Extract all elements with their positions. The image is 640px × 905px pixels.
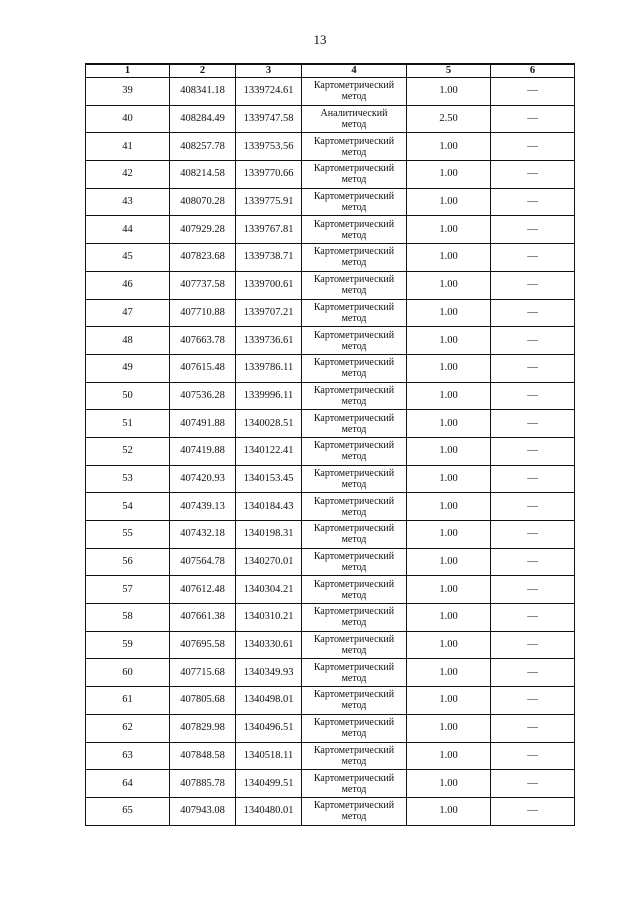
accuracy-cell: 1.00 <box>407 78 491 106</box>
y-coordinate-cell: 1340310.21 <box>236 604 302 632</box>
y-coordinate-cell: 1340153.45 <box>236 465 302 493</box>
x-coordinate-cell: 407663.78 <box>170 327 236 355</box>
method-text-line: Картометрический <box>313 191 395 203</box>
method-cell <box>302 714 407 742</box>
note-cell: — <box>491 631 575 659</box>
table-row <box>86 188 575 216</box>
y-coordinate-cell: 1340518.11 <box>236 742 302 770</box>
table-row <box>86 78 575 106</box>
x-coordinate-cell: 407829.98 <box>170 714 236 742</box>
x-coordinate-cell: 407439.13 <box>170 493 236 521</box>
page-number: 13 <box>313 32 327 47</box>
method-text-line: Картометрический <box>313 357 395 369</box>
point-number-cell: 54 <box>86 493 170 521</box>
method-text-line: метод <box>341 617 367 629</box>
x-coordinate-cell: 407929.28 <box>170 216 236 244</box>
method-cell <box>302 465 407 493</box>
accuracy-cell: 1.00 <box>407 437 491 465</box>
accuracy-cell: 1.00 <box>407 161 491 189</box>
method-cell <box>302 299 407 327</box>
method-text-line: Картометрический <box>313 384 395 396</box>
point-number-cell: 62 <box>86 714 170 742</box>
method-text-line: метод <box>341 146 367 158</box>
method-text-line: метод <box>341 672 367 684</box>
table-header-row <box>86 64 575 78</box>
y-coordinate-cell: 1339996.11 <box>236 382 302 410</box>
accuracy-cell: 1.00 <box>407 465 491 493</box>
y-coordinate-cell: 1340349.93 <box>236 659 302 687</box>
x-coordinate-cell: 407612.48 <box>170 576 236 604</box>
y-coordinate-cell: 1340496.51 <box>236 714 302 742</box>
y-coordinate-cell: 1340480.01 <box>236 797 302 825</box>
point-number-cell: 63 <box>86 742 170 770</box>
y-coordinate-cell: 1340330.61 <box>236 631 302 659</box>
method-text-line: метод <box>341 589 367 601</box>
point-number-cell: 40 <box>86 105 170 133</box>
method-text-line: Картометрический <box>313 578 395 590</box>
method-text-line: Картометрический <box>313 523 395 535</box>
column-header: 5 <box>407 64 491 78</box>
point-number-cell: 52 <box>86 437 170 465</box>
table-body <box>86 78 575 826</box>
method-text-line: Картометрический <box>313 329 395 341</box>
note-cell: — <box>491 465 575 493</box>
note-cell: — <box>491 687 575 715</box>
point-number-cell: 43 <box>86 188 170 216</box>
y-coordinate-cell: 1339767.81 <box>236 216 302 244</box>
table-row <box>86 410 575 438</box>
x-coordinate-cell: 408257.78 <box>170 133 236 161</box>
table-row <box>86 105 575 133</box>
accuracy-cell: 1.00 <box>407 244 491 272</box>
method-cell <box>302 410 407 438</box>
note-cell: — <box>491 299 575 327</box>
method-cell <box>302 161 407 189</box>
accuracy-cell: 1.00 <box>407 659 491 687</box>
x-coordinate-cell: 407536.28 <box>170 382 236 410</box>
x-coordinate-cell: 407661.38 <box>170 604 236 632</box>
y-coordinate-cell: 1339747.58 <box>236 105 302 133</box>
accuracy-cell: 1.00 <box>407 271 491 299</box>
table-row <box>86 299 575 327</box>
point-number-cell: 60 <box>86 659 170 687</box>
method-text-line: метод <box>341 395 367 407</box>
point-number-cell: 61 <box>86 687 170 715</box>
x-coordinate-cell: 407848.58 <box>170 742 236 770</box>
y-coordinate-cell: 1340270.01 <box>236 548 302 576</box>
point-number-cell: 64 <box>86 770 170 798</box>
point-number-cell: 65 <box>86 797 170 825</box>
method-text-line: метод <box>341 368 367 380</box>
accuracy-cell: 1.00 <box>407 299 491 327</box>
method-cell <box>302 271 407 299</box>
y-coordinate-cell: 1339736.61 <box>236 327 302 355</box>
x-coordinate-cell: 407710.88 <box>170 299 236 327</box>
column-header: 4 <box>302 64 407 78</box>
note-cell: — <box>491 437 575 465</box>
x-coordinate-cell: 407823.68 <box>170 244 236 272</box>
method-text-line: Картометрический <box>313 606 395 618</box>
note-cell: — <box>491 576 575 604</box>
method-cell <box>302 548 407 576</box>
note-cell: — <box>491 78 575 106</box>
method-cell <box>302 327 407 355</box>
method-cell <box>302 576 407 604</box>
method-text-line: метод <box>341 285 367 297</box>
x-coordinate-cell: 408070.28 <box>170 188 236 216</box>
point-number-cell: 51 <box>86 410 170 438</box>
note-cell: — <box>491 105 575 133</box>
point-number-cell: 59 <box>86 631 170 659</box>
accuracy-cell: 2.50 <box>407 105 491 133</box>
table-row <box>86 770 575 798</box>
point-number-cell: 50 <box>86 382 170 410</box>
note-cell: — <box>491 133 575 161</box>
point-number-cell: 48 <box>86 327 170 355</box>
x-coordinate-cell: 407805.68 <box>170 687 236 715</box>
coordinates-table <box>85 63 575 826</box>
method-text-line: метод <box>341 783 367 795</box>
method-text-line: метод <box>341 91 367 103</box>
table-row <box>86 604 575 632</box>
table-row <box>86 714 575 742</box>
y-coordinate-cell: 1340304.21 <box>236 576 302 604</box>
method-text-line: метод <box>341 506 367 518</box>
accuracy-cell: 1.00 <box>407 797 491 825</box>
y-coordinate-cell: 1339700.61 <box>236 271 302 299</box>
table-row <box>86 327 575 355</box>
method-cell <box>302 105 407 133</box>
point-number-cell: 41 <box>86 133 170 161</box>
accuracy-cell: 1.00 <box>407 382 491 410</box>
method-cell <box>302 437 407 465</box>
note-cell: — <box>491 188 575 216</box>
method-text-line: Картометрический <box>313 634 395 646</box>
method-cell <box>302 687 407 715</box>
accuracy-cell: 1.00 <box>407 770 491 798</box>
method-text-line: метод <box>341 700 367 712</box>
table-row <box>86 631 575 659</box>
point-number-cell: 58 <box>86 604 170 632</box>
x-coordinate-cell: 408341.18 <box>170 78 236 106</box>
column-header: 1 <box>86 64 170 78</box>
point-number-cell: 46 <box>86 271 170 299</box>
method-cell <box>302 382 407 410</box>
method-text-line: метод <box>341 340 367 352</box>
method-cell <box>302 493 407 521</box>
y-coordinate-cell: 1339724.61 <box>236 78 302 106</box>
method-text-line: метод <box>341 478 367 490</box>
table-row <box>86 271 575 299</box>
method-text-line: Аналитический <box>320 108 388 120</box>
method-cell <box>302 244 407 272</box>
x-coordinate-cell: 407695.58 <box>170 631 236 659</box>
method-text-line: Картометрический <box>313 495 395 507</box>
y-coordinate-cell: 1339770.66 <box>236 161 302 189</box>
point-number-cell: 57 <box>86 576 170 604</box>
y-coordinate-cell: 1340198.31 <box>236 521 302 549</box>
method-text-line: Картометрический <box>313 163 395 175</box>
table-row <box>86 465 575 493</box>
note-cell: — <box>491 216 575 244</box>
x-coordinate-cell: 407419.88 <box>170 437 236 465</box>
x-coordinate-cell: 408284.49 <box>170 105 236 133</box>
accuracy-cell: 1.00 <box>407 742 491 770</box>
method-text-line: Картометрический <box>313 717 395 729</box>
x-coordinate-cell: 408214.58 <box>170 161 236 189</box>
method-text-line: метод <box>341 645 367 657</box>
method-text-line: Картометрический <box>313 440 395 452</box>
method-cell <box>302 770 407 798</box>
column-header: 6 <box>491 64 575 78</box>
method-text-line: метод <box>341 174 367 186</box>
method-text-line: метод <box>341 562 367 574</box>
table-row <box>86 437 575 465</box>
accuracy-cell: 1.00 <box>407 548 491 576</box>
x-coordinate-cell: 407943.08 <box>170 797 236 825</box>
method-text-line: метод <box>341 229 367 241</box>
method-text-line: Картометрический <box>313 689 395 701</box>
y-coordinate-cell: 1340498.01 <box>236 687 302 715</box>
y-coordinate-cell: 1339707.21 <box>236 299 302 327</box>
point-number-cell: 56 <box>86 548 170 576</box>
note-cell: — <box>491 797 575 825</box>
method-text-line: Картометрический <box>313 551 395 563</box>
method-text-line: Картометрический <box>313 800 395 812</box>
method-text-line: Картометрический <box>313 301 395 313</box>
note-cell: — <box>491 770 575 798</box>
y-coordinate-cell: 1340028.51 <box>236 410 302 438</box>
method-cell <box>302 521 407 549</box>
x-coordinate-cell: 407615.48 <box>170 354 236 382</box>
y-coordinate-cell: 1340499.51 <box>236 770 302 798</box>
method-text-line: метод <box>341 257 367 269</box>
x-coordinate-cell: 407715.68 <box>170 659 236 687</box>
method-text-line: Картометрический <box>313 772 395 784</box>
y-coordinate-cell: 1340122.41 <box>236 437 302 465</box>
method-cell <box>302 354 407 382</box>
y-coordinate-cell: 1339753.56 <box>236 133 302 161</box>
method-cell <box>302 797 407 825</box>
table-row <box>86 742 575 770</box>
note-cell: — <box>491 548 575 576</box>
x-coordinate-cell: 407737.58 <box>170 271 236 299</box>
note-cell: — <box>491 161 575 189</box>
table-row <box>86 797 575 825</box>
method-text-line: Картометрический <box>313 246 395 258</box>
method-cell <box>302 631 407 659</box>
method-cell <box>302 188 407 216</box>
accuracy-cell: 1.00 <box>407 410 491 438</box>
table-row <box>86 576 575 604</box>
accuracy-cell: 1.00 <box>407 631 491 659</box>
y-coordinate-cell: 1339738.71 <box>236 244 302 272</box>
note-cell: — <box>491 493 575 521</box>
method-text-line: метод <box>341 312 367 324</box>
x-coordinate-cell: 407564.78 <box>170 548 236 576</box>
accuracy-cell: 1.00 <box>407 521 491 549</box>
x-coordinate-cell: 407432.18 <box>170 521 236 549</box>
column-header: 2 <box>170 64 236 78</box>
method-text-line: метод <box>341 811 367 823</box>
accuracy-cell: 1.00 <box>407 493 491 521</box>
method-text-line: Картометрический <box>313 744 395 756</box>
note-cell: — <box>491 604 575 632</box>
point-number-cell: 55 <box>86 521 170 549</box>
method-text-line: Картометрический <box>313 80 395 92</box>
note-cell: — <box>491 659 575 687</box>
note-cell: — <box>491 382 575 410</box>
accuracy-cell: 1.00 <box>407 604 491 632</box>
accuracy-cell: 1.00 <box>407 216 491 244</box>
accuracy-cell: 1.00 <box>407 188 491 216</box>
accuracy-cell: 1.00 <box>407 354 491 382</box>
accuracy-cell: 1.00 <box>407 327 491 355</box>
method-text-line: метод <box>341 451 367 463</box>
method-text-line: Картометрический <box>313 467 395 479</box>
method-cell <box>302 659 407 687</box>
table-row <box>86 687 575 715</box>
table-row <box>86 493 575 521</box>
method-text-line: метод <box>341 202 367 214</box>
method-cell <box>302 133 407 161</box>
method-text-line: Картометрический <box>313 274 395 286</box>
method-text-line: метод <box>341 423 367 435</box>
x-coordinate-cell: 407885.78 <box>170 770 236 798</box>
table-row <box>86 354 575 382</box>
note-cell: — <box>491 714 575 742</box>
accuracy-cell: 1.00 <box>407 133 491 161</box>
method-cell <box>302 78 407 106</box>
note-cell: — <box>491 244 575 272</box>
y-coordinate-cell: 1339775.91 <box>236 188 302 216</box>
x-coordinate-cell: 407491.88 <box>170 410 236 438</box>
point-number-cell: 49 <box>86 354 170 382</box>
accuracy-cell: 1.00 <box>407 576 491 604</box>
accuracy-cell: 1.00 <box>407 687 491 715</box>
point-number-cell: 53 <box>86 465 170 493</box>
column-header: 3 <box>236 64 302 78</box>
method-text-line: Картометрический <box>313 135 395 147</box>
table-row <box>86 216 575 244</box>
y-coordinate-cell: 1340184.43 <box>236 493 302 521</box>
accuracy-cell: 1.00 <box>407 714 491 742</box>
note-cell: — <box>491 410 575 438</box>
method-text-line: Картометрический <box>313 661 395 673</box>
note-cell: — <box>491 327 575 355</box>
point-number-cell: 45 <box>86 244 170 272</box>
point-number-cell: 42 <box>86 161 170 189</box>
table-row <box>86 382 575 410</box>
table-row <box>86 161 575 189</box>
point-number-cell: 47 <box>86 299 170 327</box>
y-coordinate-cell: 1339786.11 <box>236 354 302 382</box>
method-cell <box>302 604 407 632</box>
method-cell <box>302 216 407 244</box>
x-coordinate-cell: 407420.93 <box>170 465 236 493</box>
note-cell: — <box>491 742 575 770</box>
note-cell: — <box>491 521 575 549</box>
method-text-line: Картометрический <box>313 218 395 230</box>
method-text-line: метод <box>341 119 367 131</box>
method-text-line: метод <box>341 728 367 740</box>
table-row <box>86 548 575 576</box>
table-row <box>86 133 575 161</box>
point-number-cell: 39 <box>86 78 170 106</box>
method-text-line: метод <box>341 755 367 767</box>
note-cell: — <box>491 271 575 299</box>
table-row <box>86 659 575 687</box>
method-text-line: Картометрический <box>313 412 395 424</box>
method-text-line: метод <box>341 534 367 546</box>
point-number-cell: 44 <box>86 216 170 244</box>
table-row <box>86 521 575 549</box>
table-row <box>86 244 575 272</box>
note-cell: — <box>491 354 575 382</box>
method-cell <box>302 742 407 770</box>
